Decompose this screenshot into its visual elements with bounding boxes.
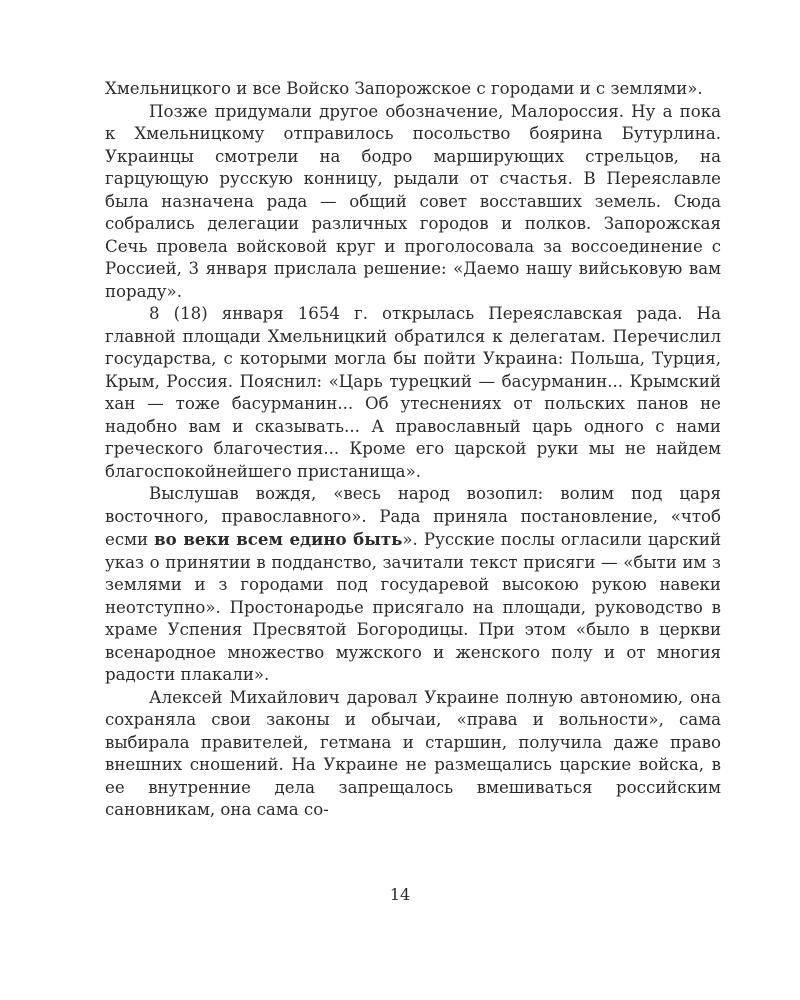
paragraph-5-text: Алексей Михайлович даровал Украине полную автономию, она сохраняла свои законы и обычаи, «права и вольности», сама выбирала правителей, гетмана и старшин, получила даже право внешних сношений. На Украине не размещались царские войска, в ее внутренние дела запрещалось вмешиваться российским сановникам, она сама со- (105, 687, 721, 819)
paragraph-2 (105, 101, 721, 304)
paragraph-5 (105, 687, 721, 822)
paragraph-4-bold-phrase: во веки всем едино быть (154, 529, 403, 549)
page-body (105, 78, 721, 822)
paragraph-4-text-before: Выслушав вождя, «весь народ возопил: волим под царя восточного, православного». Рада приняла постановление, «чтоб есми (105, 484, 721, 549)
paragraph-3 (105, 303, 721, 483)
paragraph-1-text: Хмельницкого и все Войско Запорожское с городами и с землями». (105, 79, 703, 98)
paragraph-4-text-after: ». Русские послы огласили царский указ о принятии в подданство, зачитали текст присяги — «быти им з землями и з городами под государевой высокою рукою навеки неотступно». Простонародье присягало на площади, руководство в храме Успения Пресвятой Богородицы. При этом «было в церкви всенародное множество мужского и женского полу и от многия радости плакали». (105, 530, 722, 684)
paragraph-3-text: 8 (18) января 1654 г. открылась Переяславская рада. На главной площади Хмельницкий обратился к делегатам. Перечислил государства, с которыми могла бы пойти Украина: Польша, Турция, Крым, Россия. Пояснил: «Царь турецкий — басурманин... Крымский хан — тоже басурманин... Об утеснениях от польских панов не надобно вам и сказывать... А православный царь одного с нами греческого благочестия... Кроме его царской руки мы не найдем благоспокойнейшего пристанища». (105, 304, 721, 481)
page-number: 14 (389, 885, 411, 904)
paragraph-4 (105, 483, 721, 687)
paragraph-2-text: Позже придумали другое обозначение, Малороссия. Ну а пока к Хмельницкому отправилось посольство боярина Бутурлина. Украинцы смотрели на бодро марширующих стрельцов, на гарцующую русскую конницу, рыдали от счастья. В Переяславле была назначена рада — общий совет восставших земель. Сюда собрались делегации различных городов и полков. Запорожская Сечь провела войсковой круг и проголосовала за воссоединение с Россией, 3 января прислала решение: «Даемо нашу вийськовую вам пораду». (105, 101, 721, 301)
paragraph-1 (105, 78, 721, 101)
